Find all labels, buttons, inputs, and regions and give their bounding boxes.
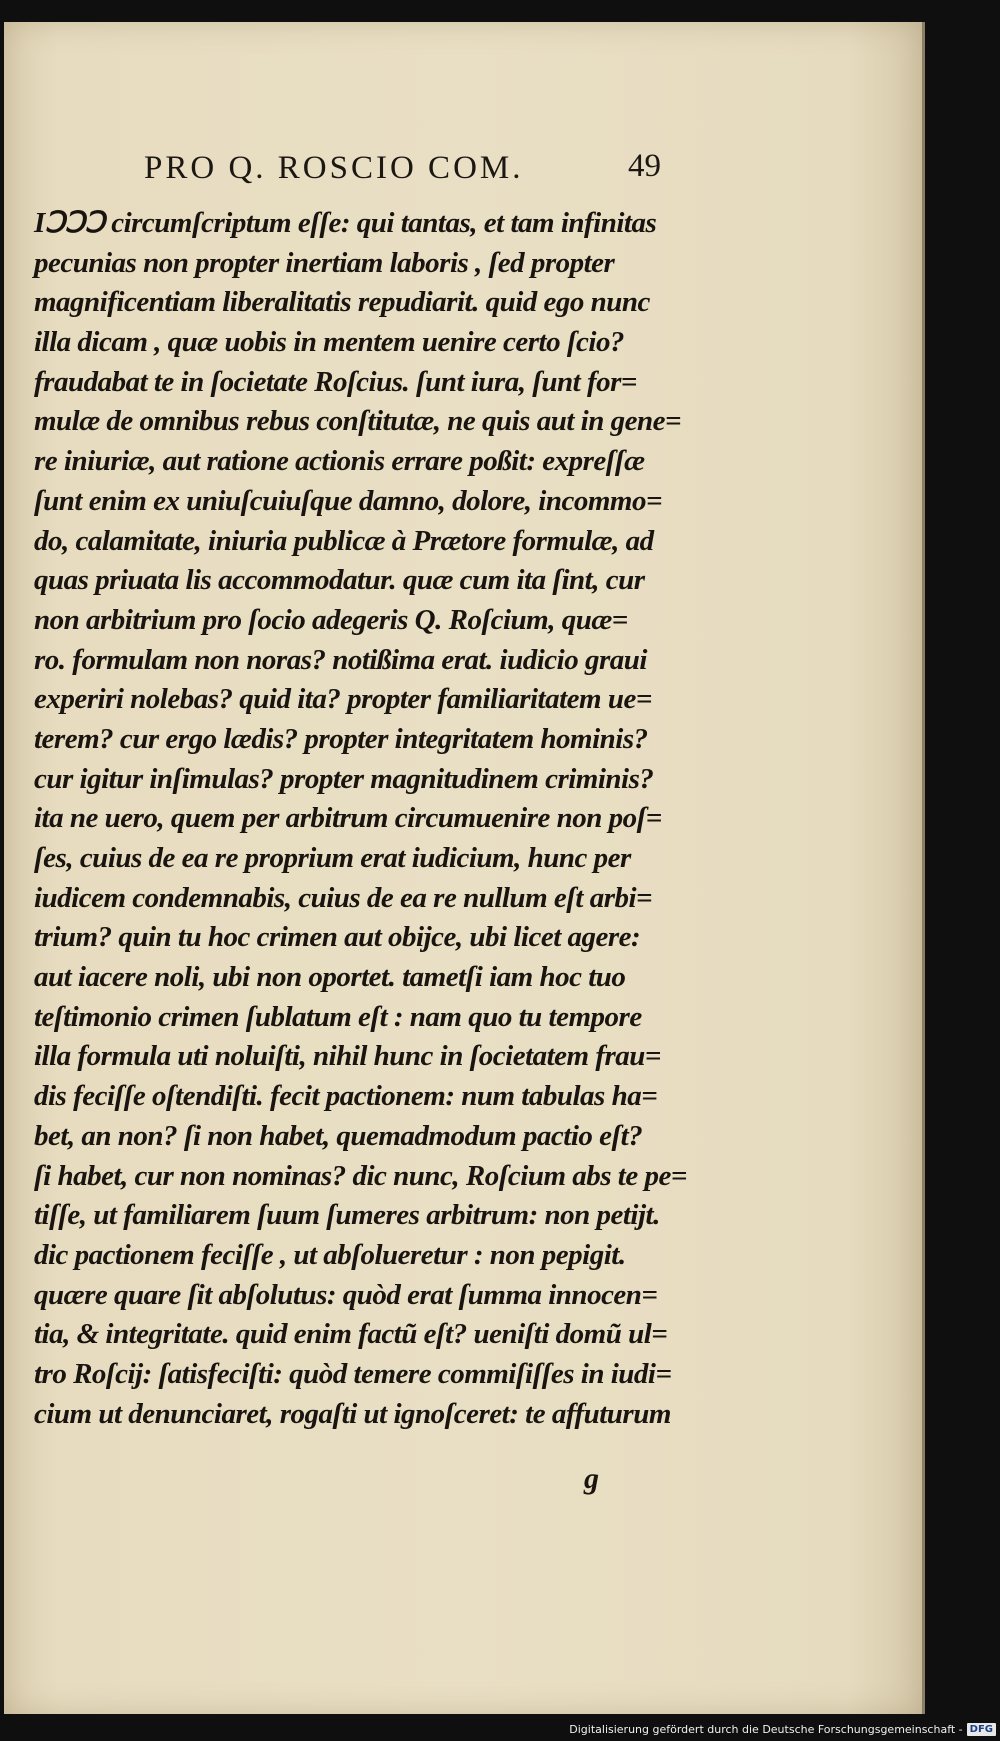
book-page	[4, 22, 925, 1714]
text-line: bet, an non? ſi non habet, quemadmodum pactio eſt?	[34, 1119, 643, 1152]
text-line: ſes, cuius de ea re proprium erat iudicium, hunc per	[34, 842, 631, 874]
text-line: do, calamitate, iniuria publicæ à Prætore formulæ, ad	[34, 524, 654, 557]
text-line: trium? quin tu hoc crimen aut obijce, ubi licet agere:	[34, 921, 641, 954]
text-line: ita ne uero, quem per arbitrum circumuenire non poſ=	[34, 802, 662, 835]
text-line: ſi habet, cur non nominas? dic nunc, Roſcium abs te pe=	[34, 1159, 687, 1192]
text-line: ſunt enim ex uniuſcuiuſque damno, dolore, incommo=	[34, 484, 662, 517]
text-line: dic pactionem feciſſe , ut abſolueretur : non pepigit.	[34, 1238, 626, 1271]
running-title: PRO Q. ROSCIO COM.	[144, 150, 524, 186]
text-line: cium ut denunciaret, rogaſti ut ignoſceret: te affuturum	[34, 1397, 671, 1430]
text-line: ro. formulam non noras? notißima erat. iudicio graui	[34, 643, 647, 676]
dfg-logo-icon: DFG	[967, 1723, 996, 1736]
page-number: 49	[628, 148, 661, 184]
text-line: quære quare ſit abſolutus: quòd erat ſumma innocen=	[34, 1278, 658, 1311]
digitization-credit	[569, 1719, 996, 1739]
text-line: tia, & integritate. quid enim factũ eſt? ueniſti domũ ul=	[34, 1318, 668, 1351]
text-line: iudicem condemnabis, cuius de ea re nullum eſt arbi=	[34, 881, 653, 914]
text-line: experiri nolebas? quid ita? propter familiaritatem ue=	[34, 683, 652, 716]
text-line: tiſſe, ut familiarem ſuum ſumeres arbitrum: non petijt.	[34, 1199, 660, 1232]
text-line: cur igitur inſimulas? propter magnitudinem criminis?	[34, 762, 654, 795]
text-line: teſtimonio crimen ſublatum eſt : nam quo tu tempore	[34, 1000, 642, 1033]
running-head	[144, 150, 664, 200]
text-line: IↃↃↃ circumſcriptum eſſe: qui tantas, et tam infinitas	[34, 207, 657, 239]
text-line: re iniuriæ, aut ratione actionis errare poßit: expreſſæ	[34, 445, 645, 478]
text-line: pecunias non propter inertiam laboris , ſed propter	[34, 246, 615, 279]
text-line: illa dicam , quæ uobis in mentem uenire certo ſcio?	[34, 326, 624, 359]
body-text	[34, 204, 704, 1434]
credit-text: Digitalisierung gefördert durch die Deutsche Forschungsgemeinschaft -	[569, 1722, 963, 1736]
text-line: aut iacere noli, ubi non oportet. tametſi iam hoc tuo	[34, 961, 626, 994]
text-line: magnificentiam liberalitatis repudiarit. quid ego nunc	[34, 286, 650, 319]
text-line: illa formula uti noluiſti, nihil hunc in ſocietatem frau=	[34, 1040, 661, 1073]
signature-mark: g	[584, 1462, 599, 1495]
text-line: fraudabat te in ſocietate Roſcius. ſunt iura, ſunt for=	[34, 365, 637, 398]
text-line: dis feciſſe oſtendiſti. fecit pactionem: num tabulas ha=	[34, 1080, 658, 1113]
text-line: tro Roſcij: ſatisfeciſti: quòd temere commiſiſſes in iudi=	[34, 1357, 672, 1390]
text-line: quas priuata lis accommodatur. quæ cum ita ſint, cur	[34, 564, 645, 597]
text-line: mulæ de omnibus rebus conſtitutæ, ne quis aut in gene=	[34, 405, 681, 438]
text-line: terem? cur ergo lædis? propter integritatem hominis?	[34, 722, 648, 755]
text-line: non arbitrium pro ſocio adegeris Q. Roſcium, quæ=	[34, 603, 628, 636]
